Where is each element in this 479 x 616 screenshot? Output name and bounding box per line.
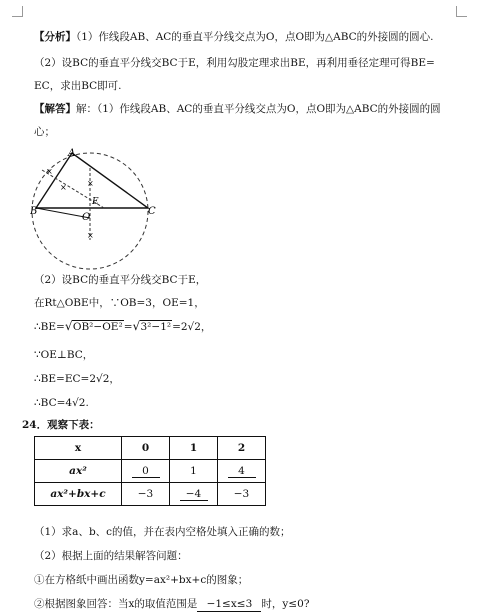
circumcircle-figure <box>30 148 170 272</box>
table-cell <box>122 460 170 483</box>
q24-part-2-1: ①在方格纸中画出函数y=ax²+bx+c的图象； <box>34 574 249 586</box>
table-header-quadratic: ax²+bx+c <box>35 483 122 506</box>
part2-line-2: 在Rt△OBE中，∵OB=3，OE=1， <box>34 297 205 309</box>
filled-answer: −4 <box>180 488 208 501</box>
table-row-quadratic <box>35 483 266 506</box>
table-cell: 2 <box>218 437 266 460</box>
q24-part-1: （1）求a、b、c的值，并在表内空格处填入正确的数； <box>34 526 291 538</box>
radical-1-content: OB²−OE² <box>72 321 123 333</box>
radical-2 <box>133 320 173 334</box>
part2-line-1: （2）设BC的垂直平分线交BC于E， <box>34 274 207 286</box>
page-corner-mark-left <box>12 6 23 17</box>
q24-part-2-2 <box>34 597 309 612</box>
label-b: B <box>30 206 38 217</box>
label-o: O <box>82 212 91 223</box>
table-cell <box>170 483 218 506</box>
arc-mark-3: × <box>87 179 94 188</box>
table-cell: −3 <box>122 483 170 506</box>
part2-line-6: ∴BC=4√2. <box>34 397 89 409</box>
table-cell <box>218 460 266 483</box>
q24-p4-answer: −1≤x≤3 <box>197 597 261 612</box>
label-a: A <box>68 148 76 159</box>
analysis-label: 【分析】 <box>34 31 76 43</box>
equals-sign: = <box>123 321 133 333</box>
q24-p4-suffix: 时，y≤0? <box>261 598 310 610</box>
answer-line-1 <box>34 102 441 116</box>
be-prefix: ∴BE= <box>34 321 65 333</box>
analysis-text-1: （1）作线段AB、AC的垂直平分线交点为O，点O即为△ABC的外接圆的圆心. <box>76 31 434 43</box>
observation-table <box>34 436 266 506</box>
label-c: C <box>148 206 156 217</box>
page-corner-mark-right <box>456 6 467 17</box>
q24-p4-prefix: ②根据图象回答：当x的取值范围是 <box>34 598 198 610</box>
filled-answer: 0 <box>132 465 160 478</box>
answer-text-1: 解：（1）作线段AB、AC的垂直平分线交点为O，点O即为△ABC的外接圆的圆 <box>76 103 441 115</box>
table-header-ax2: ax² <box>35 460 122 483</box>
part2-line-5: ∴BE=EC=2√2， <box>34 373 120 385</box>
label-e: E <box>92 197 99 207</box>
question-24-title: 24．观察下表： <box>22 419 100 431</box>
q24-part-2: （2）根据上面的结果解答问题： <box>34 550 188 562</box>
arc-mark-1: × <box>46 167 53 176</box>
table-row-x <box>35 437 266 460</box>
table-cell: 1 <box>170 460 218 483</box>
arc-mark-4: × <box>87 231 94 240</box>
arc-mark-2: × <box>60 183 67 192</box>
table-cell: 1 <box>170 437 218 460</box>
analysis-line-3: EC，求出BC即可. <box>34 80 122 92</box>
be-result: =2√2， <box>172 321 212 333</box>
radical-2-content: 3²−1² <box>140 321 172 333</box>
table-cell: 0 <box>122 437 170 460</box>
radical-1 <box>65 320 124 334</box>
table-row-ax2 <box>35 460 266 483</box>
table-cell: −3 <box>218 483 266 506</box>
filled-answer: 4 <box>228 465 256 478</box>
answer-label: 【解答】 <box>34 103 76 115</box>
part2-line-4: ∵OE⊥BC， <box>34 349 94 361</box>
table-header-x: x <box>35 437 122 460</box>
answer-line-2: 心； <box>34 126 55 138</box>
analysis-line-2: （2）设BC的垂直平分线交BC于E，利用勾股定理求出BE，再利用垂径定理可得BE= <box>34 57 435 69</box>
part2-line-3 <box>34 320 211 334</box>
analysis-line-1 <box>34 30 434 44</box>
